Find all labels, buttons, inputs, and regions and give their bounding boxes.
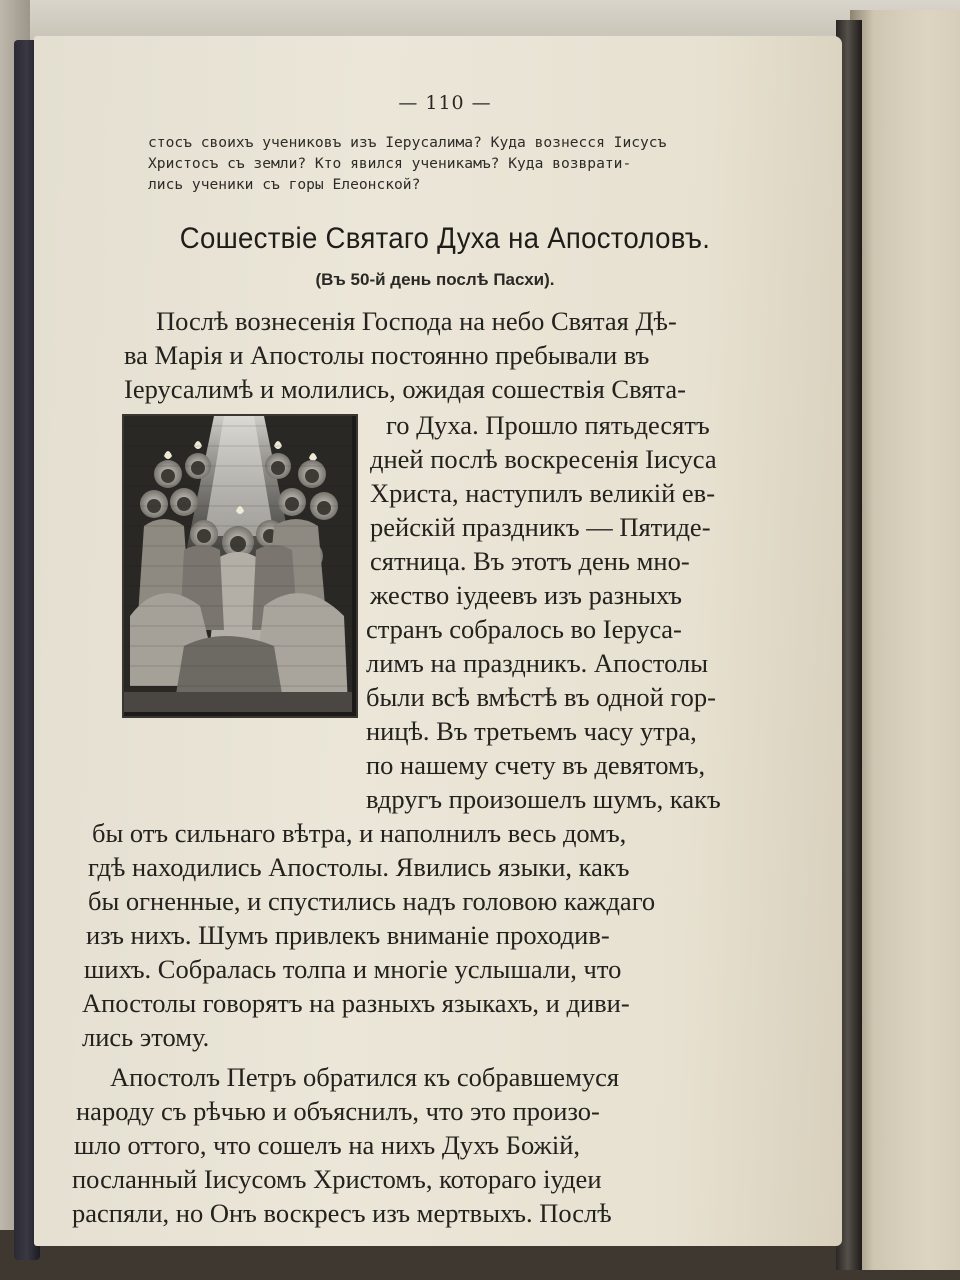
text-line: дней послѣ воскресенія Іисуса (370, 444, 717, 474)
section-title: Сошествіе Святаго Духа на Апостоловъ. (179, 222, 711, 255)
text-line: странъ собралось во Іерусa- (366, 614, 682, 644)
text-line: го Духа. Прошло пятьдесятъ (386, 410, 710, 440)
text-line: лись этому. (82, 1022, 210, 1052)
next-page-edge (850, 10, 960, 1270)
question-line: стосъ своихъ учениковъ изъ Іерусалима? Куда вознесся Іисусъ (148, 134, 667, 151)
previous-section-questions (148, 132, 758, 195)
text-line: по нашему счету въ девятомъ, (366, 750, 706, 780)
question-line: лись ученики съ горы Елеонской? (148, 176, 421, 193)
pentecost-illustration (122, 414, 358, 718)
text-line: сятница. Въ этотъ день мно- (370, 546, 690, 576)
text-line: лимъ на праздникъ. Апостолы (366, 648, 709, 678)
text-line: изъ нихъ. Шумъ привлекъ вниманіе проходив- (86, 920, 610, 950)
text-line: Іерусалимѣ и молились, ожидая сошествія Свята- (124, 374, 686, 404)
page-number: — 110 — (398, 92, 492, 114)
question-line: Христосъ съ земли? Кто явился ученикамъ? Куда возврати- (148, 155, 632, 172)
text-line: рейскій праздникъ — Пятиде- (370, 512, 711, 542)
text-line: Апостолъ Петръ обратился къ собравшемуся (110, 1062, 620, 1092)
text-line: народу съ рѣчью и объяснилъ, что это произо- (76, 1096, 600, 1126)
text-line: шло оттого, что сошелъ на нихъ Духъ Божій, (74, 1130, 581, 1160)
text-line: бы отъ сильнаго вѣтра, и наполнилъ весь домъ, (92, 818, 627, 848)
pentecost-engraving-icon (124, 416, 352, 712)
text-line: жество іудеевъ изъ разныхъ (370, 580, 682, 610)
text-line: были всѣ вмѣстѣ въ одной гор- (366, 682, 716, 712)
text-line: Христа, наступилъ великій ев- (370, 478, 716, 508)
text-line: Апостолы говорятъ на разныхъ языкахъ, и диви- (82, 988, 630, 1018)
text-line: ва Марія и Апостолы постоянно пребывали въ (124, 340, 650, 370)
text-line: Послѣ вознесенія Господа на небо Святая Дѣ- (156, 306, 677, 336)
text-line: шихъ. Собралась толпа и многіе услышали, что (84, 954, 622, 984)
text-line: бы огненные, и спустились надъ головою каждаго (88, 886, 656, 916)
text-line: ницѣ. Въ третьемъ часу утра, (366, 716, 697, 746)
text-line: посланный Іисусомъ Христомъ, котораго іудеи (72, 1164, 602, 1194)
text-line: гдѣ находились Апостолы. Явились языки, какъ (88, 852, 630, 882)
section-subtitle: (Въ 50-й день послѣ Пасхи). (315, 270, 555, 289)
text-line: вдругъ произошелъ шумъ, какъ (366, 784, 721, 814)
text-line: распяли, но Онъ воскресъ изъ мертвыхъ. Послѣ (72, 1198, 612, 1228)
